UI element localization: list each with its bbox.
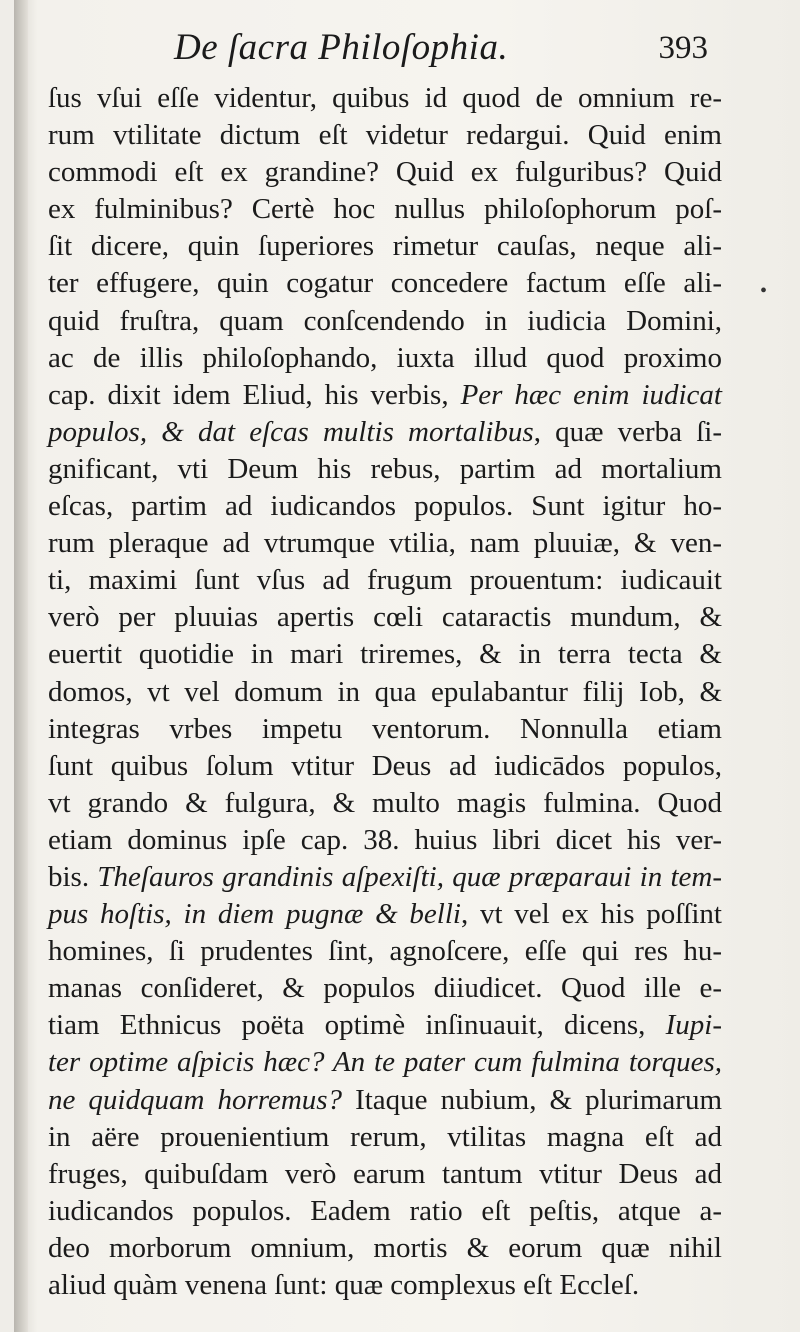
text-segment: ex fulminibus? Certè hoc nullus philoſophorum poſ- (48, 193, 722, 226)
text-segment: ſit dicere, quin ſuperiores rimetur cauſas, neque ali- (48, 230, 722, 263)
text-segment: iudicandos populos. Eadem ratio eſt peſtis, atque a- (48, 1194, 722, 1227)
text-segment: ſunt quibus ſolum vtitur Deus ad iudicādos populos, (48, 749, 722, 782)
text-segment: , quæ verba ſi- (533, 415, 722, 448)
text-line (48, 228, 722, 265)
text-segment: ter effugere, quin cogatur concedere factum eſſe ali- (48, 267, 722, 300)
text-segment: homines, ſi prudentes ſint, agnoſcere, eſſe qui res hu- (48, 935, 722, 968)
text-segment: in aëre prouenientium rerum, vtilitas magna eſt ad (48, 1120, 722, 1153)
text-line (48, 822, 722, 859)
text-line (48, 340, 722, 377)
page-header (14, 26, 800, 78)
text-segment: , vt vel ex his poſſint (460, 898, 722, 931)
italic-quote: pus hoſtis, in diem pugnæ & belli (48, 898, 461, 931)
page-number: 393 (658, 30, 708, 66)
text-segment: bis. (48, 860, 98, 893)
text-line (48, 748, 722, 785)
text-segment: integras vrbes impetu ventorum. Nonnulla etiam (48, 712, 722, 745)
text-line (48, 1044, 722, 1081)
text-segment: manas conſideret, & populos diiudicet. Quod ille e- (48, 972, 722, 1005)
text-line (48, 265, 722, 302)
text-line (48, 785, 722, 822)
text-segment: verò per pluuias apertis cœli cataractis mundum, & (48, 601, 722, 634)
text-segment: eſcas, partim ad iudicandos populos. Sunt igitur ho- (48, 490, 722, 523)
text-line (48, 1267, 722, 1304)
text-line (48, 377, 722, 414)
body-text (48, 80, 722, 1304)
text-segment: fruges, quibuſdam verò earum tantum vtitur Deus ad (48, 1157, 722, 1190)
text-segment: domos, vt vel domum in qua epulabantur filij Iob, & (48, 675, 722, 708)
text-segment: Itaque nubium, & plurimarum (342, 1083, 722, 1116)
italic-quote: Iupi- (665, 1009, 722, 1042)
italic-quote: ne quidquam horremus? (48, 1083, 343, 1116)
text-line (48, 488, 722, 525)
text-segment: gnificant, vti Deum his rebus, partim ad mortalium (48, 452, 722, 485)
text-line (48, 1082, 722, 1119)
text-line (48, 303, 722, 340)
text-segment: rum pleraque ad vtrumque vtilia, nam pluuiæ, & ven- (48, 527, 722, 560)
text-line (48, 1119, 722, 1156)
text-line (48, 1230, 722, 1267)
text-segment: ti, maximi ſunt vſus ad frugum prouentum: iudicauit (48, 564, 722, 597)
text-line (48, 859, 722, 896)
text-segment: rum vtilitate dictum eſt videtur redargui. Quid enim (48, 119, 722, 152)
text-line (48, 636, 722, 673)
text-line (48, 451, 722, 488)
text-segment: cap. dixit idem Eliud, his verbis, (48, 378, 461, 411)
text-line (48, 674, 722, 711)
italic-quote: ter optime aſpicis hæc? An te pater cum fulmina torques, (48, 1046, 722, 1079)
text-segment: aliud quàm venena ſunt: quæ complexus eſt Eccleſ. (48, 1269, 640, 1301)
italic-quote: populos, & dat eſcas multis mortalibus (48, 415, 534, 448)
text-segment: commodi eſt ex grandine? Quid ex fulguribus? Quid (48, 156, 722, 189)
text-segment: vt grando & fulgura, & multo magis fulmina. Quod (48, 786, 722, 819)
text-segment: etiam dominus ipſe cap. 38. huius libri dicet his ver- (48, 823, 722, 856)
italic-quote: Per hæc enim iudicat (460, 378, 722, 411)
text-segment: quid fruſtra, quam conſcendendo in iudicia Domini, (48, 304, 722, 337)
text-line (48, 599, 722, 636)
italic-quote: Theſauros grandinis aſpexiſti, quæ præparaui in tem- (97, 860, 723, 893)
text-line (48, 154, 722, 191)
text-segment: euertit quotidie in mari triremes, & in terra tecta & (48, 638, 722, 671)
text-line (48, 562, 722, 599)
text-line (48, 117, 722, 154)
text-line (48, 191, 722, 228)
text-line (48, 525, 722, 562)
text-line (48, 896, 722, 933)
text-segment: ſus vſui eſſe videntur, quibus id quod de omnium re- (48, 82, 722, 114)
text-segment: ac de illis philoſophando, iuxta illud quod proximo (48, 341, 722, 374)
text-line (48, 414, 722, 451)
running-title: De ſacra Philoſophia. (174, 27, 509, 68)
text-line (48, 1156, 722, 1193)
text-line (48, 80, 722, 117)
page-gutter-shadow (14, 0, 28, 1332)
text-line (48, 1007, 722, 1044)
text-line (48, 933, 722, 970)
text-line (48, 711, 722, 748)
text-line (48, 970, 722, 1007)
book-page (14, 0, 800, 1332)
text-line (48, 1193, 722, 1230)
text-segment: tiam Ethnicus poëta optimè inſinuauit, dicens, (48, 1009, 666, 1042)
margin-mark: • (760, 280, 768, 302)
text-segment: deo morborum omnium, mortis & eorum quæ nihil (48, 1231, 722, 1264)
